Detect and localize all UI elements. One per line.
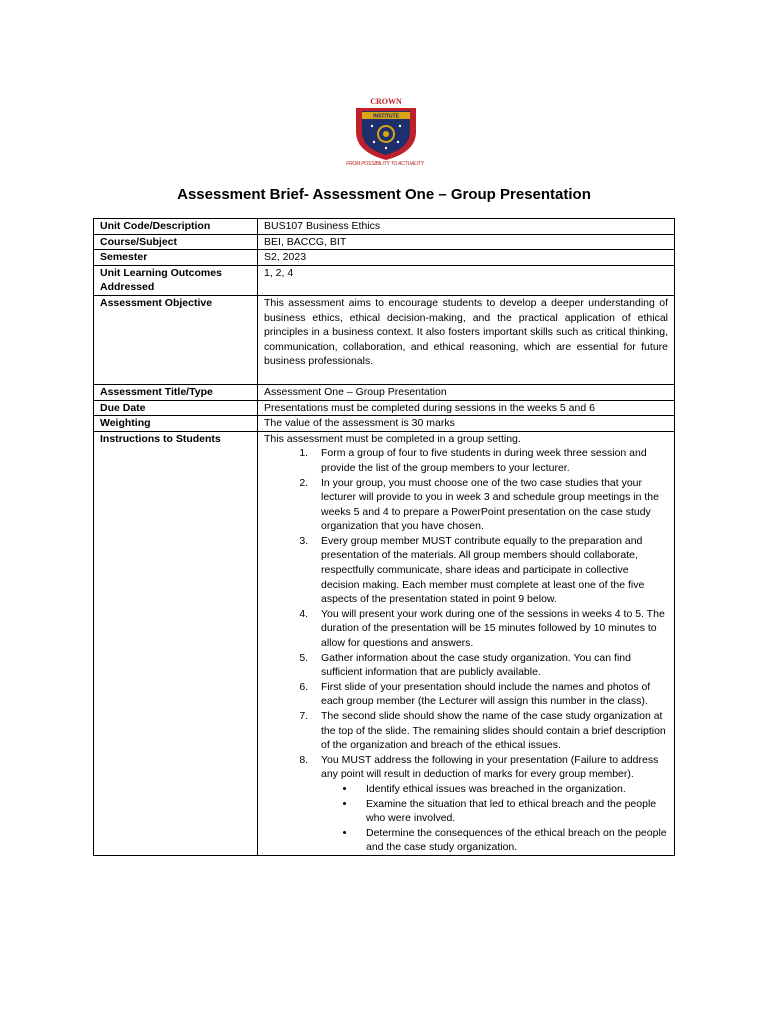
list-item-text: You MUST address the following in your presentation (Failure to address any point will result in deduction of marks for every group member). [321, 753, 659, 781]
row-label: Course/Subject [94, 234, 258, 250]
table-row [94, 250, 675, 266]
sub-points-list [321, 782, 668, 855]
row-label: Assessment Objective [94, 295, 258, 384]
row-value: BUS107 Business Ethics [258, 219, 675, 235]
logo-band-text: INSTITUTE [373, 113, 399, 120]
row-label: Assessment Title/Type [94, 384, 258, 400]
row-value: S2, 2023 [258, 250, 675, 266]
sub-list-item: • Examine the situation that led to ethical breach and the people who were involved. [356, 797, 668, 826]
list-item: 2. In your group, you must choose one of the two case studies that your lecturer will provide to you in week 3 and schedule group meetings in the weeks 5 and 4 to prepare a PowerPoint presentation on the case study organization that you have chosen. [311, 476, 668, 534]
list-item: 7. The second slide should show the name of the case study organization at the top of the slide. The remaining slides should contain a brief description of the organization and breach of the ethical issues. [311, 709, 668, 753]
instructions-intro: This assessment must be completed in a group setting. [264, 432, 521, 445]
row-label: Unit Code/Description [94, 219, 258, 235]
logo-wordmark: CROWN [370, 97, 402, 106]
list-item [311, 753, 668, 855]
list-item: 1. Form a group of four to five students in during week three session and provide the list of the group members to your lecturer. [311, 446, 668, 475]
table-row [94, 265, 675, 295]
assessment-brief-table [93, 218, 675, 856]
list-item: 5. Gather information about the case study organization. You can find sufficient information that are publicly available. [311, 651, 668, 680]
logo-tagline: FROM POSSIBILITY TO ACTUALITY [346, 161, 424, 167]
sub-list-item: • Determine the consequences of the ethical breach on the people and the case study organization. [356, 826, 668, 855]
table-row [94, 416, 675, 432]
list-item: 6. First slide of your presentation should include the names and photos of each group member (the Lecturer will assign this number in the class). [311, 680, 668, 709]
row-label: Due Date [94, 400, 258, 416]
list-item: 4. You will present your work during one of the sessions in weeks 4 to 5. The duration of the presentation will be 15 minutes followed by 10 minutes to allow for questions and answers. [311, 607, 668, 651]
row-label: Instructions to Students [94, 431, 258, 855]
row-label: Weighting [94, 416, 258, 432]
assessment-objective-text: This assessment aims to encourage students to develop a deeper understanding of business ethics, ethical decision-making, and the practical application of ethical principles in a business context. It also fosters important skills such as critical thinking, communication, collaboration, and ethical reasoning, which are essential for future business professionals. [264, 296, 668, 368]
row-label: Semester [94, 250, 258, 266]
table-row [94, 431, 675, 855]
instructions-cell [258, 431, 675, 855]
table-row [94, 234, 675, 250]
row-value: BEI, BACCG, BIT [258, 234, 675, 250]
table-row [94, 295, 675, 384]
assessment-objective-cell [258, 295, 675, 384]
row-value: Presentations must be completed during sessions in the weeks 5 and 6 [258, 400, 675, 416]
page-title: Assessment Brief- Assessment One – Group Presentation [177, 186, 591, 203]
instructions-list [264, 446, 668, 855]
table-row [94, 400, 675, 416]
row-value: The value of the assessment is 30 marks [258, 416, 675, 432]
row-label: Unit Learning Outcomes Addressed [94, 265, 258, 295]
table-row [94, 219, 675, 235]
row-value: Assessment One – Group Presentation [258, 384, 675, 400]
table-row [94, 384, 675, 400]
list-item: 3. Every group member MUST contribute equally to the preparation and presentation of the materials. All group members should collaborate, respectfully communicate, share ideas and participate in collective decision making. Each member must complete at least one of the five aspects of the presentation stated in point 9 below. [311, 534, 668, 607]
sub-list-item: • Identify ethical issues was breached in the organization. [356, 782, 668, 797]
row-value: 1, 2, 4 [258, 265, 675, 295]
